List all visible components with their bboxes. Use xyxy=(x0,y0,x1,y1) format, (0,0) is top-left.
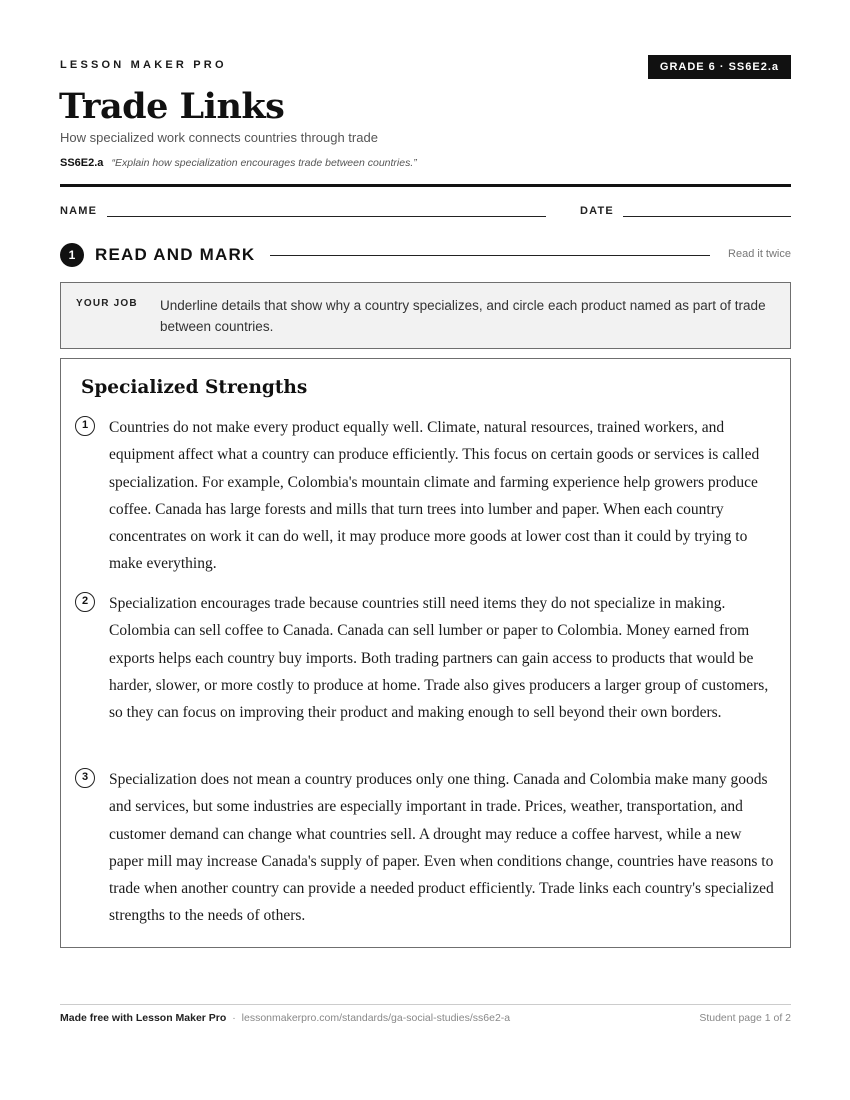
paragraph-number: 2 xyxy=(75,592,95,612)
standard-line xyxy=(60,157,417,169)
paragraph-number: 1 xyxy=(75,416,95,436)
date-field[interactable] xyxy=(623,216,791,217)
grade-badge: GRADE 6 · SS6E2.a xyxy=(648,55,791,79)
brand-name: LESSON MAKER PRO xyxy=(60,59,227,71)
passage-title: Specialized Strengths xyxy=(81,377,308,398)
instructions-label: YOUR JOB xyxy=(76,298,138,309)
standard-quote: “Explain how specialization encourages trade between countries.” xyxy=(111,157,417,169)
section-header xyxy=(60,243,791,267)
footer-url[interactable]: lessonmakerpro.com/standards/ga-social-studies/ss6e2-a xyxy=(241,1012,511,1024)
top-bar xyxy=(60,55,791,79)
section-title: READ AND MARK xyxy=(95,245,256,264)
footer-separator: · xyxy=(232,1012,236,1024)
footer-credit: Made free with Lesson Maker Pro xyxy=(60,1012,227,1024)
instructions-box xyxy=(60,282,791,349)
paragraph-number: 3 xyxy=(75,768,95,788)
footer xyxy=(60,1012,791,1026)
header-divider xyxy=(60,184,791,187)
name-field[interactable] xyxy=(107,216,546,217)
paragraph-text: Countries do not make every product equally well. Climate, natural resources, trained workers, and equipment affect what a country can produce efficiently. This focus on certain goods or services is called specialization. For example, Colombia's mountain climate and farming experience help growers produce coffee. Canada has large forests and mills that turn trees into lumber and paper. When each country concentrates on work it can do well, it may produce more goods at lower cost than it could by trying to make everything. xyxy=(109,419,760,573)
reading-passage xyxy=(60,358,791,948)
footer-divider xyxy=(60,1004,791,1005)
page-number: Student page 1 of 2 xyxy=(699,1012,791,1024)
instructions-text: Underline details that show why a country specializes, and circle each product named as part of trade between countries. xyxy=(160,298,766,334)
section-note: Read it twice xyxy=(728,248,791,260)
student-fields xyxy=(60,205,791,219)
paragraph-text: Specialization does not mean a country produces only one thing. Canada and Colombia make many goods and services, but some industries are especially important in trade. Prices, weather, transportation, and customer demand can change what countries sell. A drought may reduce a coffee harvest, while a new paper mill may increase Canada's supply of paper. Even when conditions change, countries have reasons to trade when another country can provide a needed product efficiently. Trade links each country's specialized strengths to the needs of others. xyxy=(109,771,774,925)
date-label: DATE xyxy=(580,205,614,217)
section-divider xyxy=(270,255,710,256)
worksheet-page xyxy=(60,0,791,1100)
paragraph-text: Specialization encourages trade because countries still need items they do not specialize in making. Colombia can sell coffee to Canada. Canada can sell lumber or paper to Colombia. Money earned from exports helps each country buy imports. Both trading partners can gain access to products that would be harder, slower, or more costly to produce at home. Trade also gives producers a larger group of customers, so they can focus on improving their product and making enough to sell beyond their own borders. xyxy=(109,595,769,722)
page-title: Trade Links xyxy=(59,86,285,127)
name-label: NAME xyxy=(60,205,98,217)
page-subtitle: How specialized work connects countries through trade xyxy=(60,130,378,145)
section-number-badge: 1 xyxy=(60,243,84,267)
standard-code: SS6E2.a xyxy=(60,157,104,169)
